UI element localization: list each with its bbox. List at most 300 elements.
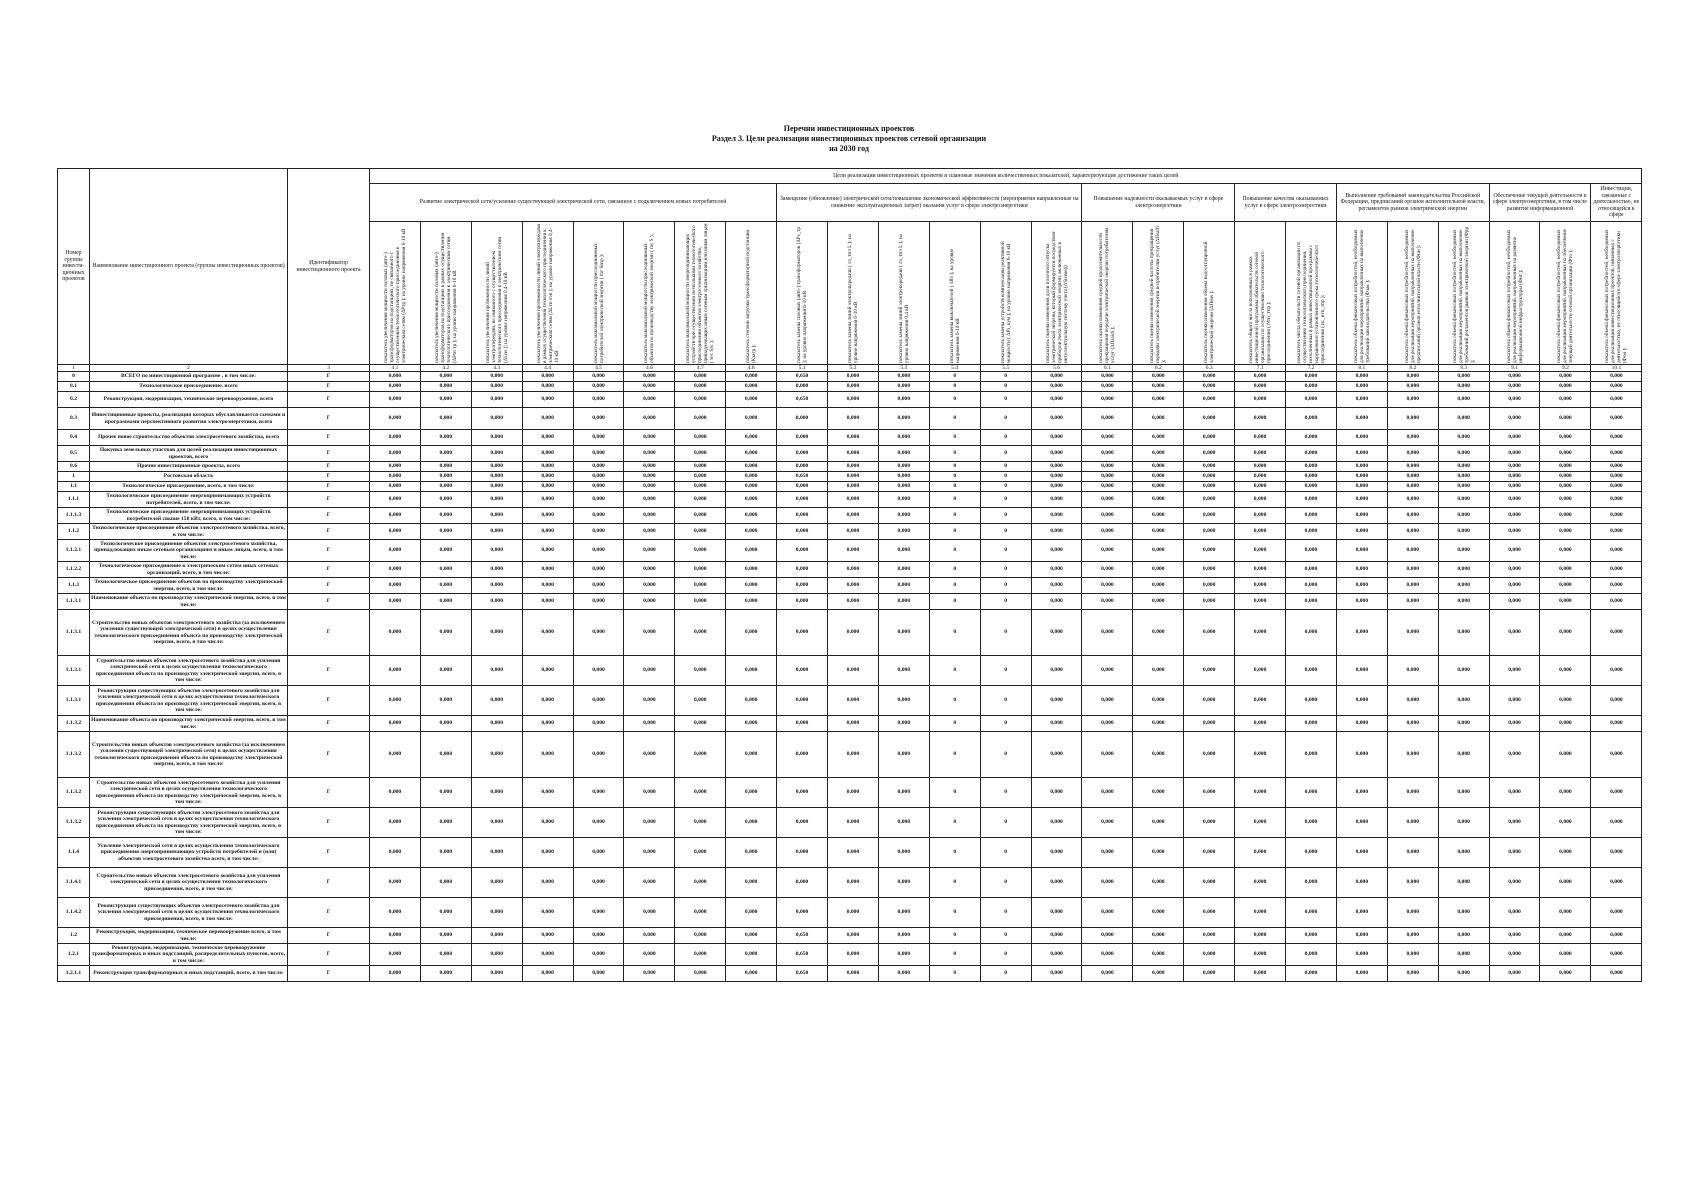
row-value: 0,000 [1591, 482, 1642, 492]
header-indicator-label: показатель объема финансовых потребностей, необходимых для реализации мероприятий, направленных на выполнение предписаний органов исполнительной власти (Фпи ); [1403, 229, 1422, 363]
row-value: 0,000 [878, 540, 929, 562]
row-value: 0,000 [828, 392, 879, 408]
row-value: 0,000 [1082, 610, 1133, 656]
row-value: 0,000 [1031, 838, 1082, 868]
row-value: 0,000 [1489, 868, 1540, 898]
row-value: 0,000 [878, 966, 929, 982]
header-indicator-label: показатель максимальной мощности энергопринимающих устройств при осуществлении несколькими технологического присоединения объектов электросетевого хозяйства, принадлежащих иным сетевым организациям или иным лицам ( тес Sэс ); [685, 223, 716, 363]
table-row [58, 656, 1642, 686]
column-number: 5.5 [980, 365, 1031, 372]
row-value: 0,000 [777, 562, 828, 578]
row-value: 0,000 [1489, 944, 1540, 966]
row-value: 0,000 [471, 446, 522, 462]
row-value: 0,000 [1591, 562, 1642, 578]
table-row [58, 732, 1642, 778]
row-value: 0,000 [1031, 808, 1082, 838]
row-number: 1 [58, 472, 90, 482]
row-value: 0,000 [777, 778, 828, 808]
row-value: 0,000 [726, 732, 777, 778]
row-value: 0,000 [573, 482, 624, 492]
row-value: 0,000 [624, 808, 675, 838]
row-value: 0,000 [1286, 778, 1337, 808]
row-value: 0,000 [1184, 838, 1235, 868]
row-value: 0,000 [370, 578, 421, 594]
row-value: 0,000 [1591, 686, 1642, 716]
row-value: 0,000 [370, 838, 421, 868]
row-value: 0,000 [370, 524, 421, 540]
row-value: 0,000 [1286, 472, 1337, 482]
row-value: 0,000 [1235, 508, 1286, 524]
row-project-id: Г [288, 430, 370, 446]
header-indicator-label: показатель увеличения мощности силовых (авто-) трансформаторов на подстанциях, не связанного с осуществлением технологического присоединения к электрическим сетям (ΔPтр ); на уровне напряжения 6-10 кВ [382, 228, 407, 363]
row-value: 0 [980, 492, 1031, 508]
row-value: 0,000 [878, 732, 929, 778]
row-value: 0,000 [1286, 540, 1337, 562]
row-value: 0 [929, 594, 980, 610]
row-project-name: Технологическое присоединение объектов электросетевого хозяйства, всего, в том числе: [90, 524, 288, 540]
row-value: 0,000 [573, 372, 624, 382]
row-value: 0,000 [1133, 446, 1184, 462]
row-value: 0,000 [1489, 838, 1540, 868]
row-value: 0 [980, 778, 1031, 808]
header-indicator [1489, 222, 1540, 365]
row-number: 1.1.1.3 [58, 508, 90, 524]
row-project-id: Г [288, 508, 370, 524]
row-value: 0,000 [828, 594, 879, 610]
header-indicator-label: показатель оценки изменения средней продолжительности прекращения передачи электрической энергии потребителям услуг (ΔПsaidi ); [1098, 227, 1117, 363]
header-indicator [1082, 222, 1133, 365]
row-project-name: Технологическое присоединение энергопринимающих устройств потребителей, всего, в том числе: [90, 492, 288, 508]
row-project-name: Наименование объекта по производству электрической энергии, всего, в том числе: [91, 717, 286, 730]
row-value: 0,000 [675, 686, 726, 716]
row-value: 0,000 [420, 492, 471, 508]
header-indicator [675, 222, 726, 365]
column-number: 8.3 [1438, 365, 1489, 372]
row-value: 0,000 [1438, 966, 1489, 982]
row-value: 0,000 [420, 686, 471, 716]
row-value: 0,000 [1489, 524, 1540, 540]
row-value: 0,000 [1336, 492, 1387, 508]
row-number: 1.1.3.1 [58, 656, 90, 686]
row-number: 1.1.4 [58, 838, 90, 868]
row-value: 0,000 [878, 656, 929, 686]
row-value: 0,000 [828, 928, 879, 944]
row-value: 0,000 [1184, 472, 1235, 482]
column-number: 8.1 [1336, 365, 1387, 372]
row-value: 0,000 [522, 868, 573, 898]
header-indicator [1184, 222, 1235, 365]
row-value: 0,000 [878, 462, 929, 472]
row-value: 0,000 [1336, 838, 1387, 868]
row-value: 0,000 [1235, 778, 1286, 808]
row-value: 0 [980, 472, 1031, 482]
row-value: 0,650 [777, 928, 828, 944]
row-value: 0,000 [1489, 372, 1540, 382]
row-project-name: Технологическое присоединение к электрическим сетям иных сетевых организаций, всего, в том числе: [90, 562, 288, 578]
header-indicator-label: показатель общего числа исполненных в рамках инвестиционной программы обязательств сетевой организации по осуществлению технологического присоединения ( Nтп_тпр ); [1248, 251, 1273, 363]
row-value: 0,000 [624, 686, 675, 716]
row-value: 0,000 [1540, 732, 1591, 778]
row-value: 0,000 [420, 462, 471, 472]
row-value: 0,000 [726, 966, 777, 982]
row-value: 0,000 [878, 382, 929, 392]
row-value: 0,000 [1184, 492, 1235, 508]
header-indicator-label: показатель увеличения протяженности линий электропередачи в рамках осуществления технологического присоединения к электрическим сетям (ΔLтп лэп ); на уровне напряжения 0,4-10 кВ [535, 223, 560, 363]
row-number: 1.1.4.1 [58, 868, 90, 898]
row-value: 0,000 [471, 716, 522, 732]
row-value: 0,000 [624, 482, 675, 492]
row-value: 0,000 [675, 408, 726, 430]
header-indicator-label: показатель оценки изменения объема недоотпущенной электрической энергии (ΔПens ); [1203, 241, 1216, 363]
row-value: 0,000 [1438, 594, 1489, 610]
row-value: 0,650 [777, 966, 828, 982]
row-value: 0,000 [1540, 594, 1591, 610]
row-value: 0,000 [777, 408, 828, 430]
row-value: 0,000 [1184, 430, 1235, 446]
column-number: 7.1 [1235, 365, 1286, 372]
row-value: 0,000 [777, 524, 828, 540]
investment-goals-table [57, 168, 1642, 982]
row-value: 0 [980, 578, 1031, 594]
row-value: 0 [929, 966, 980, 982]
row-value: 0,000 [1438, 944, 1489, 966]
row-value: 0 [929, 524, 980, 540]
header-indicator [980, 222, 1031, 365]
row-value: 0,000 [1133, 898, 1184, 928]
row-project-id: Г [288, 462, 370, 472]
column-number: 6.3 [1184, 365, 1235, 372]
row-value: 0,000 [777, 686, 828, 716]
row-value: 0 [980, 540, 1031, 562]
row-value: 0,000 [675, 562, 726, 578]
row-value: 0,000 [1133, 966, 1184, 982]
row-value: 0,000 [1591, 446, 1642, 462]
row-value: 0,000 [1235, 382, 1286, 392]
row-value: 0,000 [1540, 540, 1591, 562]
table-row [58, 808, 1642, 838]
row-value: 0,000 [1133, 430, 1184, 446]
row-value: 0,000 [1387, 966, 1438, 982]
row-value: 0,000 [1031, 966, 1082, 982]
row-value: 0,000 [1286, 868, 1337, 898]
row-value: 0,000 [777, 610, 828, 656]
row-value: 0,000 [675, 778, 726, 808]
row-value: 0,000 [1286, 594, 1337, 610]
row-value: 0,000 [1336, 944, 1387, 966]
row-value: 0,000 [1184, 382, 1235, 392]
row-value: 0,000 [1336, 966, 1387, 982]
row-value: 0,000 [1184, 808, 1235, 838]
row-value: 0,000 [1387, 716, 1438, 732]
row-value: 0,000 [420, 778, 471, 808]
row-value: 0,000 [878, 578, 929, 594]
row-value: 0,000 [1031, 732, 1082, 778]
row-value: 0,000 [471, 430, 522, 446]
row-value: 0,000 [1540, 382, 1591, 392]
row-value: 0,000 [1031, 524, 1082, 540]
row-value: 0,000 [1540, 472, 1591, 482]
row-number: 1.1.3.1 [58, 594, 90, 610]
row-value: 0,000 [1489, 472, 1540, 482]
row-value: 0,000 [1591, 472, 1642, 482]
row-value: 0,000 [1286, 492, 1337, 508]
row-value: 0,000 [1235, 372, 1286, 382]
row-value: 0,000 [726, 508, 777, 524]
row-value: 0,000 [828, 430, 879, 446]
table-body [58, 372, 1642, 982]
row-value: 0,000 [1489, 446, 1540, 462]
row-value: 0,000 [1133, 524, 1184, 540]
row-value: 0,000 [1031, 408, 1082, 430]
row-value: 0,000 [370, 928, 421, 944]
row-value: 0,000 [675, 716, 726, 732]
row-value: 0,000 [675, 594, 726, 610]
row-value: 0,000 [726, 778, 777, 808]
row-value: 0,000 [573, 838, 624, 868]
column-number: 4.1 [370, 365, 421, 372]
row-value: 0 [929, 408, 980, 430]
row-value: 0,000 [573, 778, 624, 808]
row-value: 0,000 [828, 492, 879, 508]
row-value: 0,000 [624, 492, 675, 508]
row-value: 0,000 [522, 838, 573, 868]
row-value: 0,000 [1184, 966, 1235, 982]
row-value: 0,000 [1591, 540, 1642, 562]
header-indicator [573, 222, 624, 365]
row-project-id: Г [288, 562, 370, 578]
row-value: 0,000 [1286, 462, 1337, 472]
row-value: 0,000 [828, 808, 879, 838]
column-number: 4.2 [420, 365, 471, 372]
column-number: 4.8 [726, 365, 777, 372]
row-value: 0,000 [1438, 472, 1489, 482]
row-value: 0 [980, 430, 1031, 446]
row-value: 0,000 [675, 732, 726, 778]
row-value: 0,000 [1387, 524, 1438, 540]
row-value: 0,000 [624, 966, 675, 982]
row-number: 1.1.3.2 [58, 808, 90, 838]
row-project-name: Реконструкция существующих объектов электросетевого хозяйства для усиления электрической сети в целях осуществления технологического присоединения объекта по производству электрической энергии, всего, в том числе: [90, 808, 288, 838]
row-project-id: Г [288, 898, 370, 928]
row-value: 0,000 [1489, 686, 1540, 716]
row-value: 0,000 [878, 430, 929, 446]
row-project-name: Ростовская область [90, 472, 288, 482]
row-value: 0,000 [726, 540, 777, 562]
row-value: 0,000 [1031, 898, 1082, 928]
row-value: 0,000 [1184, 524, 1235, 540]
row-value: 0,000 [1235, 562, 1286, 578]
row-value: 0,000 [471, 732, 522, 778]
row-value: 0,000 [573, 578, 624, 594]
row-value: 0,000 [1540, 898, 1591, 928]
row-value: 0,000 [1286, 898, 1337, 928]
row-value: 0,000 [1133, 808, 1184, 838]
row-value: 0 [929, 610, 980, 656]
row-value: 0,000 [726, 382, 777, 392]
column-number: 7.2 [1286, 365, 1337, 372]
row-value: 0,000 [1591, 966, 1642, 982]
row-value: 0,000 [1133, 928, 1184, 944]
row-value: 0,000 [1336, 928, 1387, 944]
row-value: 0,000 [1286, 944, 1337, 966]
header-indicator [777, 222, 828, 365]
row-value: 0,000 [726, 928, 777, 944]
row-value: 0,000 [1540, 446, 1591, 462]
row-value: 0,000 [1489, 430, 1540, 446]
row-value: 0,000 [1235, 610, 1286, 656]
row-value: 0,000 [1540, 392, 1591, 408]
row-value: 0,000 [675, 838, 726, 868]
row-value: 0,000 [726, 524, 777, 540]
row-number: 1.1.3 [58, 578, 90, 594]
row-value: 0,000 [420, 944, 471, 966]
row-value: 0,000 [471, 482, 522, 492]
row-value: 0,000 [522, 656, 573, 686]
row-value: 0,000 [1235, 656, 1286, 686]
row-value: 0,000 [1489, 408, 1540, 430]
row-value: 0,000 [726, 944, 777, 966]
row-value: 0,000 [1489, 808, 1540, 838]
row-value: 0,000 [726, 716, 777, 732]
row-value: 0 [929, 540, 980, 562]
header-indicator [878, 222, 929, 365]
row-value: 0,000 [1540, 966, 1591, 982]
row-value: 0 [980, 716, 1031, 732]
header-indicator-label: показатель объема финансовых потребностей, необходимых для реализации мероприятий, направленных на выполнение требований законодательства (Фзак ); [1352, 229, 1371, 363]
row-value: 0,000 [370, 430, 421, 446]
row-value: 0,000 [726, 430, 777, 446]
row-value: 0,000 [573, 562, 624, 578]
row-value: 0,000 [370, 686, 421, 716]
row-value: 0,000 [1286, 656, 1337, 686]
row-project-id: Г [288, 686, 370, 716]
row-value: 0,000 [1387, 492, 1438, 508]
row-project-id: Г [288, 778, 370, 808]
row-value: 0,000 [573, 540, 624, 562]
row-value: 0,000 [1387, 508, 1438, 524]
row-value: 0,000 [573, 656, 624, 686]
row-value: 0,000 [1082, 838, 1133, 868]
row-value: 0,000 [777, 492, 828, 508]
table-row [58, 610, 1642, 656]
row-value: 0,000 [1336, 778, 1387, 808]
row-project-id: Г [288, 732, 370, 778]
row-value: 0,000 [1082, 686, 1133, 716]
table-row [58, 838, 1642, 868]
row-value: 0,000 [573, 732, 624, 778]
row-value: 0,000 [726, 392, 777, 408]
table-row [58, 944, 1642, 966]
header-indicator-label: показатель замены выключателей ( лВз ); на уровне напряжения 6-10 кВ [948, 248, 961, 363]
row-value: 0,000 [675, 482, 726, 492]
row-value: 0,000 [1591, 508, 1642, 524]
row-value: 0,000 [1286, 610, 1337, 656]
row-value: 0,000 [1286, 838, 1337, 868]
row-value: 0,000 [624, 430, 675, 446]
row-value: 0,000 [1184, 482, 1235, 492]
row-value: 0,000 [1336, 472, 1387, 482]
row-value: 0,000 [370, 868, 421, 898]
row-value: 0,000 [1540, 778, 1591, 808]
row-value: 0,000 [675, 656, 726, 686]
row-value: 0,000 [828, 482, 879, 492]
row-value: 0,000 [573, 966, 624, 982]
row-value: 0,000 [1133, 408, 1184, 430]
row-value: 0 [929, 562, 980, 578]
row-value: 0 [980, 868, 1031, 898]
row-value: 0,000 [1336, 868, 1387, 898]
row-value: 0,000 [777, 578, 828, 594]
table-row [58, 578, 1642, 594]
row-value: 0,000 [420, 508, 471, 524]
row-value: 0 [929, 686, 980, 716]
column-number: 6.1 [1082, 365, 1133, 372]
row-value: 0,000 [1286, 446, 1337, 462]
row-value: 0 [980, 944, 1031, 966]
table-row [58, 482, 1642, 492]
row-value: 0,000 [777, 382, 828, 392]
row-value: 0,000 [1082, 928, 1133, 944]
row-value: 0,000 [471, 594, 522, 610]
row-value: 0,000 [573, 944, 624, 966]
header-indicator-label: показатель максимальной мощности присоединяемых объектов по производству электрической энергии ( mc S ); [643, 233, 656, 363]
row-value: 0,650 [777, 392, 828, 408]
row-value: 0 [980, 966, 1031, 982]
row-value: 0,000 [878, 492, 929, 508]
row-value: 0,000 [777, 462, 828, 472]
row-project-name: Прочее новое строительство объектов электросетевого хозяйства, всего [90, 430, 288, 446]
row-value: 0,000 [1438, 508, 1489, 524]
row-value: 0,000 [1591, 656, 1642, 686]
row-value: 0,000 [1031, 944, 1082, 966]
row-project-name: Реконструкция, модернизация, техническое перевооружение всего, в том числе: [90, 928, 288, 944]
row-value: 0,000 [828, 408, 879, 430]
row-value: 0,000 [1235, 898, 1286, 928]
row-value: 0,000 [624, 716, 675, 732]
header-indicator-label: показатель увеличения мощности силовых (авто-) трансформаторов на подстанциях в рамках осуществления технологического присоединения к электрическим сетям (ΔPтп тр ); на уровне напряжения 6-10 кВ [433, 232, 458, 363]
header-indicator [1336, 222, 1387, 365]
row-value: 0,000 [370, 732, 421, 778]
row-value: 0 [929, 492, 980, 508]
column-number: 4.4 [522, 365, 573, 372]
table-row [58, 686, 1642, 716]
row-project-name: Усиление электрической сети в целях осуществления технологического присоединения энергопринимающих устройств потребителей и (или) объектов электросетевого хозяйства всего, в том числе: [90, 838, 288, 868]
row-value: 0,000 [522, 472, 573, 482]
row-value: 0,000 [522, 392, 573, 408]
row-value: 0,000 [726, 408, 777, 430]
header-indicator [828, 222, 879, 365]
row-project-id: Г [288, 656, 370, 686]
row-value: 0,000 [1540, 508, 1591, 524]
row-value: 0,000 [1082, 492, 1133, 508]
row-value: 0,000 [1438, 562, 1489, 578]
row-number: 1.1 [58, 482, 90, 492]
row-value: 0 [929, 372, 980, 382]
table-row [58, 928, 1642, 944]
row-value: 0,000 [370, 482, 421, 492]
row-project-name: Строительство новых объектов электросетевого хозяйства для усиления электрической сети в целях осуществления технологического присоединения объекта по производству электрической энергии, всего, в том числе: [90, 656, 288, 686]
row-value: 0,000 [370, 944, 421, 966]
header-project-id: Идентификатор инвестиционного проекта [288, 169, 370, 365]
table-row [58, 540, 1642, 562]
row-value: 0,000 [1286, 408, 1337, 430]
header-goal-group: Замещение (обновление) электрической сети/повышение экономической эффективности (мероприятия направленные на снижение эксплуатационных затрат) оказания услуг в сфере электроэнергетики [777, 184, 1082, 222]
row-project-name: Строительство новых объектов электросетевого хозяйства для усиления электрической сети в целях осуществления технологического присоединения объекта по производству электрической энергии, всего, в том числе: [90, 778, 288, 808]
row-value: 0,000 [1489, 578, 1540, 594]
row-value: 0,000 [1387, 446, 1438, 462]
column-number: 6.2 [1133, 365, 1184, 372]
row-value: 0,000 [1387, 382, 1438, 392]
